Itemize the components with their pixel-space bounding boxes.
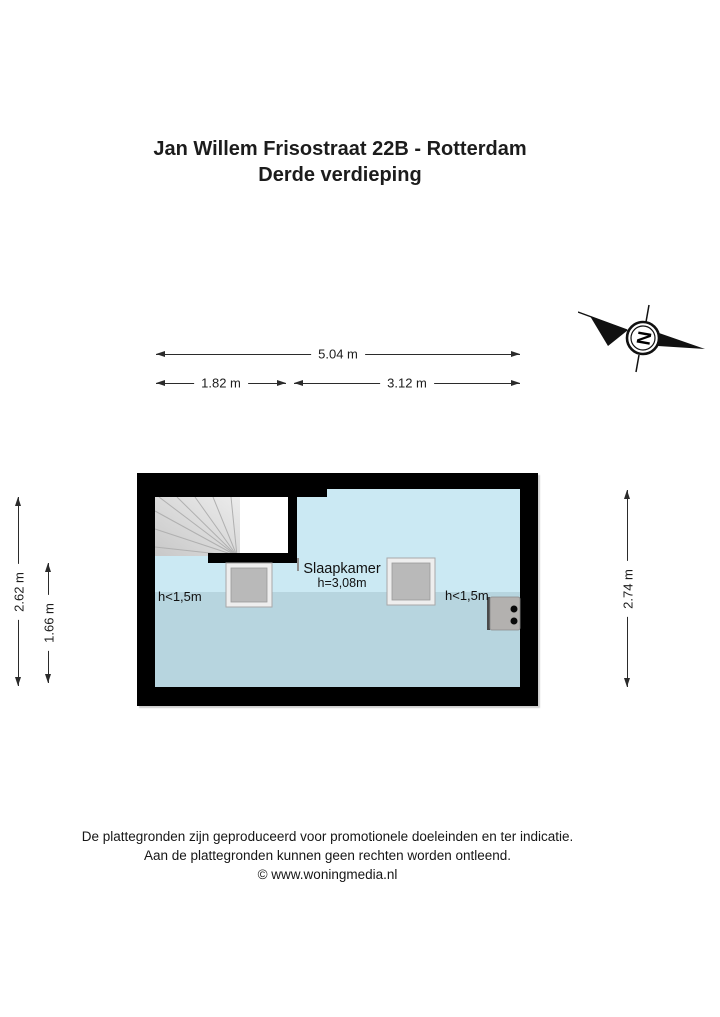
arrow-right-icon — [277, 380, 286, 386]
disclaimer — [0, 827, 655, 884]
arrow-right-icon — [511, 380, 520, 386]
wall-stair-right — [288, 473, 297, 563]
floor-low-ceiling-zone — [155, 592, 520, 688]
dimension-right — [620, 490, 636, 687]
wall-left — [137, 473, 155, 706]
dimension-left-inner — [41, 563, 57, 683]
compass-tick-top — [646, 305, 649, 322]
skylight-glass — [231, 568, 267, 602]
dimension-total-width — [156, 346, 520, 362]
disclaimer-line-1: De plattegronden zijn geproduceerd voor promotionele doeleinden en ter indicatie. — [81, 829, 574, 844]
dimension-label: 1.66 m — [42, 595, 57, 651]
ceiling-height-label: h=3,08m — [317, 576, 367, 590]
wall-bottom — [137, 687, 538, 706]
skylight-glass — [392, 563, 430, 600]
floor-line: Derde verdieping — [258, 164, 422, 186]
wall-endcap — [297, 558, 299, 571]
boiler-unit — [487, 597, 520, 630]
skylight-left — [226, 563, 272, 607]
compass-west-wing — [590, 316, 628, 346]
arrow-left-icon — [294, 380, 303, 386]
dimension-label: 1.82 m — [194, 376, 248, 391]
arrow-right-icon — [511, 351, 520, 357]
wall-top-thick — [137, 473, 327, 497]
arrow-down-icon — [624, 678, 630, 687]
disclaimer-line-2: Aan de plattegronden kunnen geen rechten worden ontleend. — [143, 848, 512, 863]
arrow-left-icon — [156, 380, 165, 386]
dimension-left-outer — [11, 497, 27, 686]
dimension-left-segment — [156, 375, 286, 391]
wall-right — [520, 473, 538, 706]
copyright-line: © www.woningmedia.nl — [257, 867, 398, 882]
arrow-up-icon — [624, 490, 630, 499]
dimension-label: 2.74 m — [621, 561, 636, 617]
low-height-left-label: h<1,5m — [158, 589, 202, 604]
boiler-knob-bottom — [511, 618, 518, 625]
stair-void — [240, 497, 288, 553]
arrow-up-icon — [15, 497, 21, 506]
wall-stair-bottom — [208, 553, 297, 563]
low-height-right-label: h<1,5m — [445, 588, 489, 603]
dimension-label: 2.62 m — [12, 564, 27, 620]
boiler-knob-top — [511, 606, 518, 613]
floorplan-drawing — [137, 473, 538, 706]
room-name-label: Slaapkamer — [303, 561, 381, 577]
page-title — [0, 136, 680, 188]
compass-tick-bottom — [636, 355, 639, 372]
compass-north-icon — [578, 302, 708, 376]
dimension-label: 5.04 m — [311, 347, 365, 362]
skylight-right — [387, 558, 435, 605]
dimension-label: 3.12 m — [380, 376, 434, 391]
arrow-down-icon — [15, 677, 21, 686]
compass-north-letter: N — [631, 329, 655, 347]
boiler-body — [490, 597, 520, 630]
arrow-left-icon — [156, 351, 165, 357]
compass-north-needle — [658, 333, 705, 349]
arrow-down-icon — [45, 674, 51, 683]
dimension-right-segment — [294, 375, 520, 391]
arrow-up-icon — [45, 563, 51, 572]
address-line: Jan Willem Frisostraat 22B - Rotterdam — [153, 138, 527, 160]
